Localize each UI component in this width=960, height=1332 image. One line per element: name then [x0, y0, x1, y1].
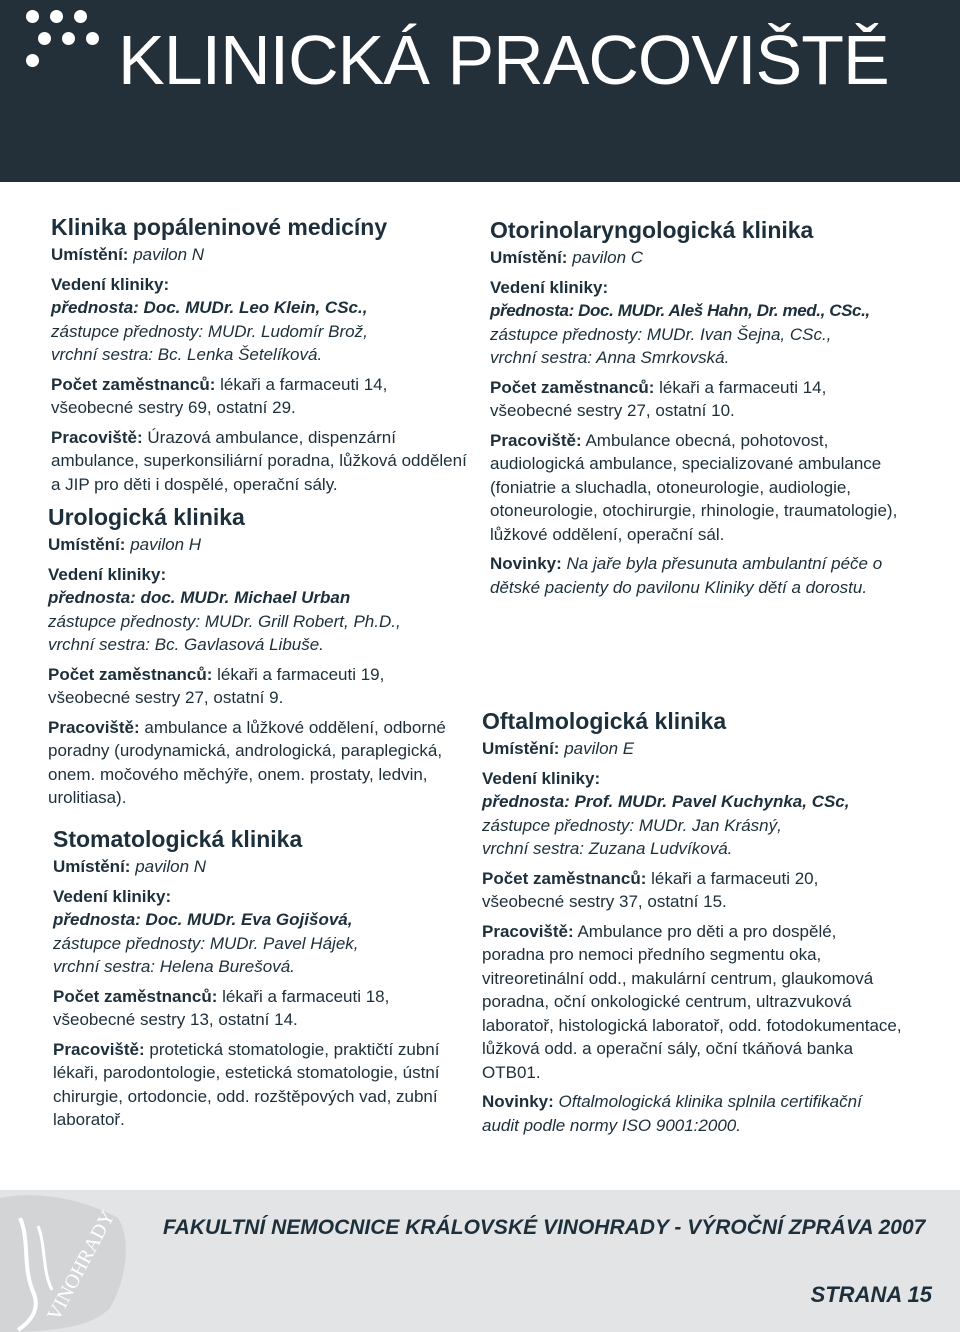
- workplaces: Pracoviště: Úrazová ambulance, dispenzární ambulance, superkonsiliární poradna, lůžková oddělení a JIP pro děti i dospělé, operační sály.: [51, 427, 467, 494]
- staff-count: Počet zaměstnanců: lékaři a farmaceuti 14, všeobecné sestry 69, ostatní 29.: [51, 374, 388, 417]
- left-column-urology: [48, 503, 468, 816]
- logo-text: VINOHRADY: [42, 1207, 120, 1325]
- page-footer: [0, 1190, 960, 1332]
- staff-count: Počet zaměstnanců: lékaři a farmaceuti 14, všeobecné sestry 27, ostatní 10.: [490, 377, 827, 420]
- leadership-block: Vedení kliniky: přednosta: Doc. MUDr. Aleš Hahn, Dr. med., CSc., zástupce přednosty: MUDr. Ivan Šejna, CSc., vrchní sestra: Anna Smrkovská.: [490, 277, 870, 367]
- clinic-title: Urologická klinika: [48, 504, 245, 530]
- staff-count: Počet zaměstnanců: lékaři a farmaceuti 20, všeobecné sestry 37, ostatní 15.: [482, 868, 819, 911]
- footer-title: FAKULTNÍ NEMOCNICE KRÁLOVSKÉ VINOHRADY - VÝROČNÍ ZPRÁVA 2007: [163, 1216, 926, 1239]
- leadership-block: Vedení kliniky: přednosta: doc. MUDr. Michael Urban zástupce přednosty: MUDr. Grill Robert, Ph.D., vrchní sestra: Bc. Gavlasová Libuše.: [48, 564, 401, 654]
- location-line: Umístění: pavilon E: [482, 739, 635, 758]
- right-column-orl: [490, 216, 910, 605]
- workplaces: Pracoviště: protetická stomatologie, praktičtí zubní lékaři, parodontologie, estetická stomatologie, ústní chirurgie, ortodoncie, odd. rozštěpových vad, zubní laboratoř.: [53, 1039, 440, 1129]
- leadership-block: Vedení kliniky: přednosta: Prof. MUDr. Pavel Kuchynka, CSc, zástupce přednosty: MUDr. Jan Krásný, vrchní sestra: Zuzana Ludvíková.: [482, 768, 850, 858]
- clinic-section-popaleninove: [51, 213, 471, 496]
- right-column-ophthalmology: [482, 707, 902, 1143]
- staff-count: Počet zaměstnanců: lékaři a farmaceuti 19, všeobecné sestry 27, ostatní 9.: [48, 664, 385, 707]
- clinic-title: Stomatologická klinika: [53, 826, 303, 852]
- news: Novinky: Na jaře byla přesunuta ambulantní péče o dětské pacienty do pavilonu Kliniky dětí a dorostu.: [490, 554, 883, 597]
- location-line: Umístění: pavilon N: [51, 245, 205, 264]
- clinic-title: Otorinolaryngologická klinika: [490, 217, 814, 243]
- leadership-block: Vedení kliniky: přednosta: Doc. MUDr. Leo Klein, CSc., zástupce přednosty: MUDr. Ludomír Brož, vrchní sestra: Bc. Lenka Šetelíková.: [51, 274, 368, 364]
- page-number: STRANA 15: [810, 1282, 932, 1307]
- clinic-section-orl: [490, 216, 910, 599]
- news: Novinky: Oftalmologická klinika splnila certifikační audit podle normy ISO 9001:2000.: [482, 1092, 862, 1135]
- location-line: Umístění: pavilon C: [490, 248, 644, 267]
- clinic-section-urologicka: [48, 503, 468, 810]
- left-column-stomatology: [53, 825, 473, 1138]
- workplaces: Pracoviště: Ambulance pro děti a pro dospělé, poradna pro nemoci předního segmentu oka, vitreoretinální odd., makulární centrum, glaukomová poradna, oční onkologické centrum, ultrazvuková laboratoř, histologická laboratoř, odd. fotodokumentace, lůžková odd. a operační sály, oční tkáňová banka OTB01.: [482, 921, 902, 1082]
- clinic-title: Oftalmologická klinika: [482, 708, 727, 734]
- page-title: KLINICKÁ PRACOVIŠTĚ: [118, 21, 889, 99]
- dots-logo-icon: [24, 4, 114, 74]
- clinic-title: Klinika popáleninové medicíny: [51, 214, 388, 240]
- left-column: [51, 213, 471, 502]
- workplaces: Pracoviště: ambulance a lůžkové oddělení, odborné poradny (urodynamická, andrologická, paraplegická, onem. močového měchýře, onem. prostaty, ledvin, urolitiasa).: [48, 717, 446, 807]
- vinohrady-leaf-logo-icon: [0, 1190, 150, 1332]
- location-line: Umístění: pavilon H: [48, 535, 202, 554]
- clinic-section-oftalmologicka: [482, 707, 902, 1137]
- leadership-block: Vedení kliniky: přednosta: Doc. MUDr. Eva Gojišová, zástupce přednosty: MUDr. Pavel Hájek, vrchní sestra: Helena Burešová.: [53, 886, 359, 976]
- location-line: Umístění: pavilon N: [53, 857, 207, 876]
- page-header: [0, 0, 960, 182]
- workplaces: Pracoviště: Ambulance obecná, pohotovost, audiologická ambulance, specializované ambulance (foniatrie a sluchadla, otoneurologie, audiologie, otoneurologie, otochirurgie, rhinologie, traumatologie), lůžkové oddělení, operační sál.: [490, 430, 898, 544]
- clinic-section-stomatologicka: [53, 825, 473, 1132]
- staff-count: Počet zaměstnanců: lékaři a farmaceuti 18, všeobecné sestry 13, ostatní 14.: [53, 986, 390, 1029]
